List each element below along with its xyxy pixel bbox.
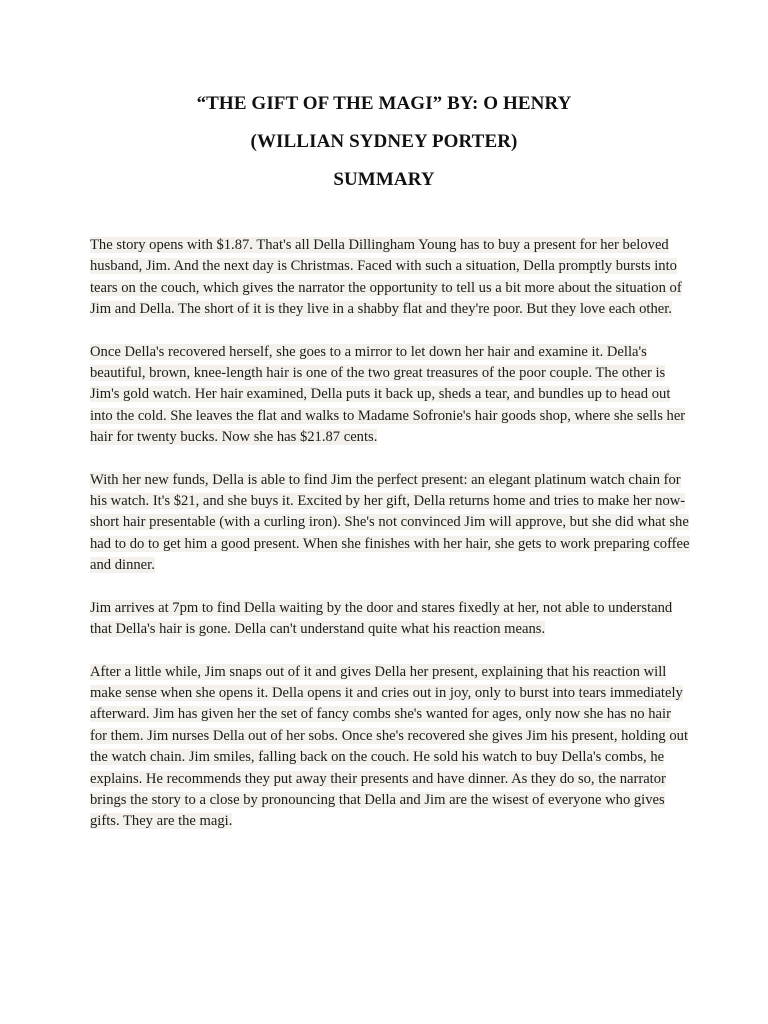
paragraph-3-text: With her new funds, Della is able to find Jim the perfect present: an elegant platinum watch chain for his watch. It's $21, and she buys it. Excited by her gift, Della returns home and tries to make her now-short hair presentable (with a curling iron). She's not convinced Jim will approve, but she did what she had to do to get him a good present. When she finishes with her hair, she gets to work preparing coffee and dinner. [90,471,690,574]
title-block [0,92,768,206]
paragraph-2-text: Once Della's recovered herself, she goes to a mirror to let down her hair and examine it. Della's beautiful, brown, knee-length hair is one of the two great treasures of the poor couple. The other is Jim's gold watch. Her hair examined, Della puts it back up, sheds a tear, and bundles up to head out into the cold. She leaves the flat and walks to Madame Sofronie's hair goods shop, where she sells her hair for twenty bucks. Now she has $21.87 cents. [90,343,686,446]
paragraph-5 [90,662,690,833]
paragraph-5-text: After a little while, Jim snaps out of it and gives Della her present, explaining that his reaction will make sense when she opens it. Della opens it and cries out in joy, only to burst into tears immediately afterward. Jim has given her the set of fancy combs she's wanted for ages, only now she has no hair for them. Jim nurses Della out of her sobs. Once she's recovered she gives Jim his present, holding out the watch chain. Jim smiles, falling back on the couch. He sold his watch to buy Della's combs, he explains. He recommends they put away their presents and have dinner. As they do so, the narrator brings the story to a close by pronouncing that Della and Jim are the wisest of everyone who gives gifts. They are the magi. [90,663,689,830]
document-title: “THE GIFT OF THE MAGI” BY: O HENRY [196,93,572,114]
paragraph-2 [90,342,690,449]
author-fullname: (WILLIAN SYDNEY PORTER) [250,131,518,152]
paragraph-4-text: Jim arrives at 7pm to find Della waiting by the door and stares fixedly at her, not able to understand that Della's hair is gone. Della can't understand quite what his reaction means. [90,599,673,638]
paragraph-1 [90,235,690,321]
paragraph-1-text: The story opens with $1.87. That's all Della Dillingham Young has to buy a present for her beloved husband, Jim. And the next day is Christmas. Faced with such a situation, Della promptly bursts into tears on the couch, which gives the narrator the opportunity to tell us a bit more about the situation of Jim and Della. The short of it is they live in a shabby flat and they're poor. But they love each other. [90,237,682,318]
paragraph-3 [90,470,690,577]
summary-body [90,235,690,854]
paragraph-4 [90,598,690,641]
section-heading: SUMMARY [333,169,435,190]
